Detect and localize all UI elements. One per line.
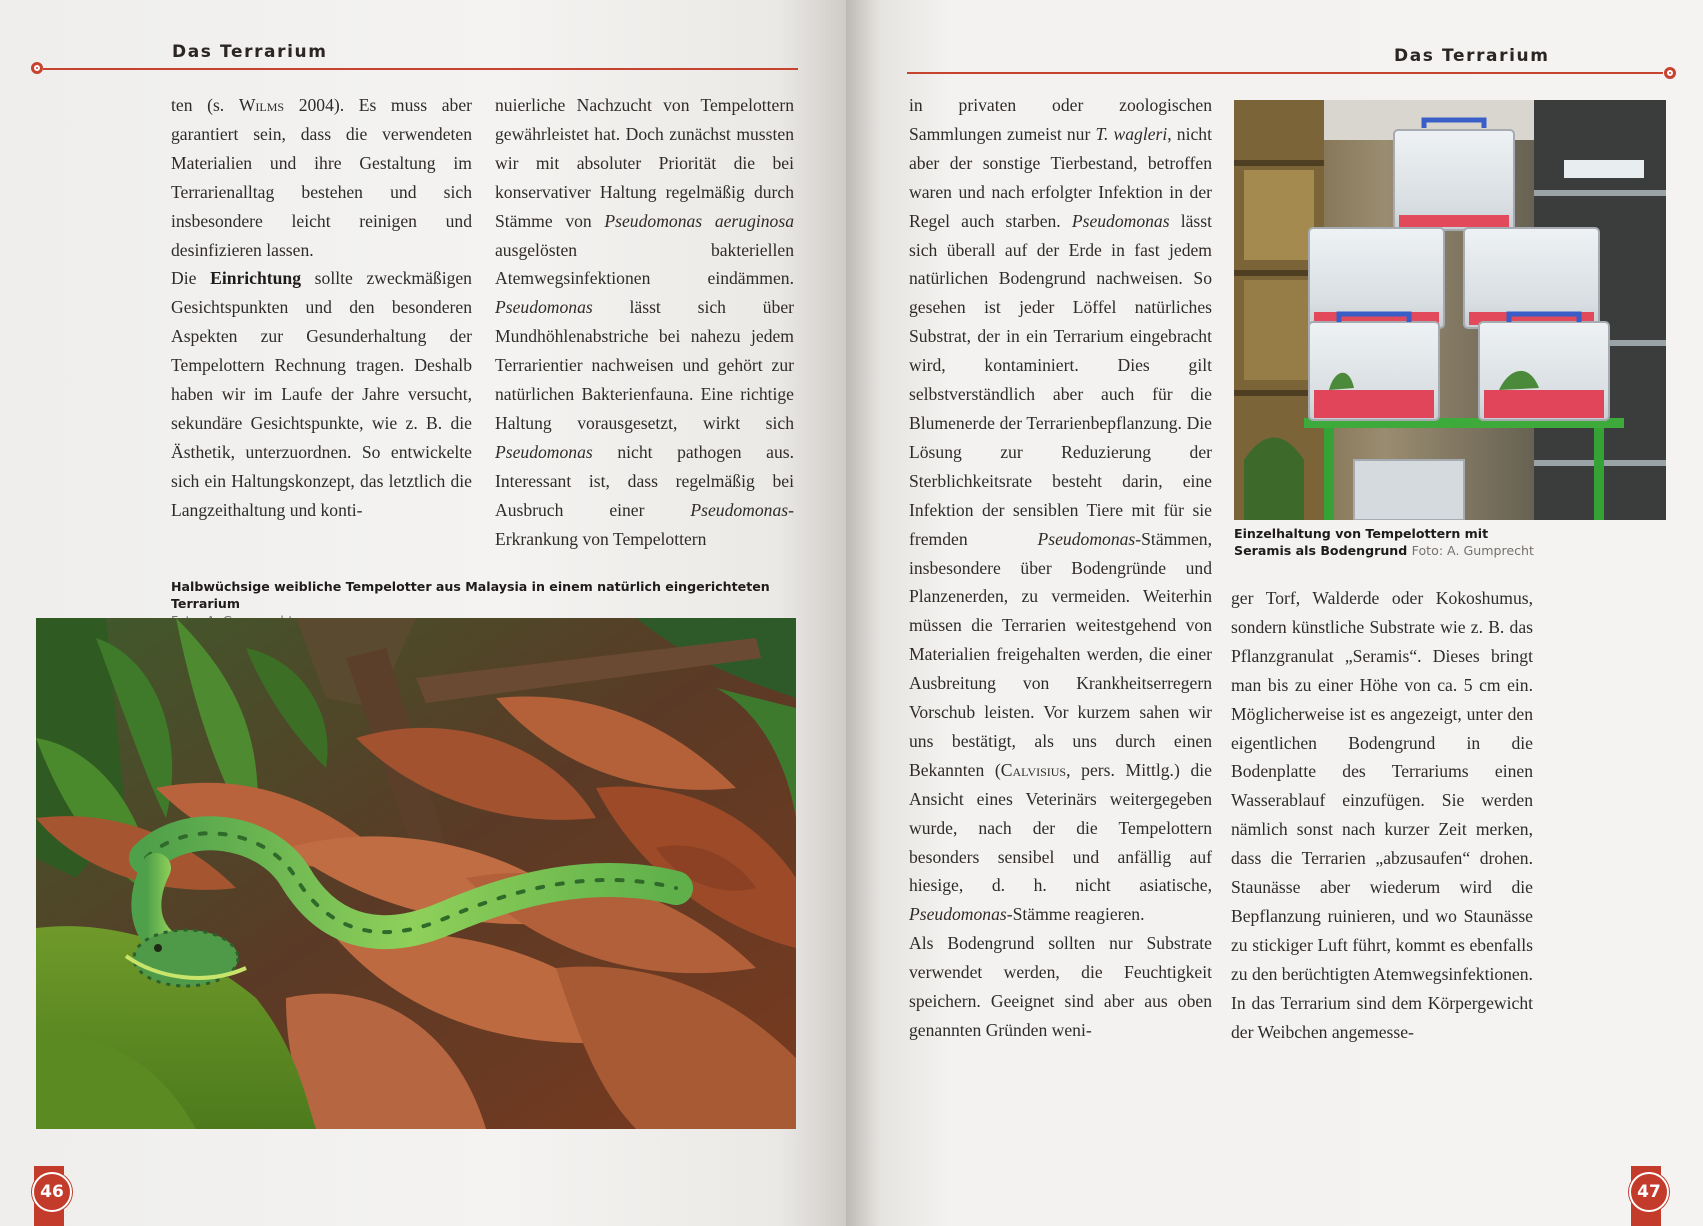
page-number-left: 46 (32, 1172, 72, 1212)
page-number-right: 47 (1629, 1172, 1669, 1212)
rule-end-ornament-right (1664, 67, 1676, 79)
header-rule-left (43, 68, 798, 70)
left-column-1 (171, 91, 472, 525)
photo-caption-boxes: Einzelhaltung von Tempelottern mit Seramis als Bodengrund Foto: A. Gumprecht (1234, 526, 1534, 558)
left-column-2 (495, 91, 794, 554)
paragraph: Die Einrichtung sollte zweckmäßigen Gesichtspunkten und den besonderen Aspekten zur Gesunderhaltung der Tempelottern Rechnung tragen. Deshalb haben wir im Laufe der Jahre versucht, sekundäre Gesichtspunkte, wie z. B. die Ästhetik, unterzuordnen. So entwickelte sich ein Haltungskonzept, das letztlich die Langzeithaltung und konti- (171, 268, 472, 520)
photo-terrarium-boxes (1234, 100, 1666, 520)
author-name-calvisius: Calvisius (1000, 759, 1067, 780)
author-name-wilms: Wilms (238, 95, 285, 115)
paragraph: ten (s. Wilms 2004). Es muss aber garantiert sein, dass die verwendeten Materialien und ihre Gestaltung im Terrarienalltag bestehen und sich insbesondere leicht reinigen und desinfizieren lassen. (171, 95, 472, 260)
paragraph: In das Terrarium sind dem Körpergewicht der Weibchen angemesse- (1231, 992, 1533, 1042)
paragraph: nuierliche Nachzucht von Tempelottern gewährleistet hat. Doch zunächst mussten wir mit absoluter Priorität die bei konservativer Haltung regelmäßig durch Stämme von Pseudomonas aeruginosa ausgelösten bakteriellen Atemwegsinfektionen eindämmen. Pseudomonas lässt sich über Mundhöhlenabstriche bei nahezu jedem Terrarientier nachweisen und gehört zur natürlichen Bakterienfauna. Eine richtige Haltung vorausgesetzt, wirkt sich Pseudomonas nicht pathogen aus. Interessant ist, dass regelmäßig bei Ausbruch einer Pseudomonas-Erkrankung von Tempelottern (495, 95, 794, 549)
photo-credit: Foto: A. Gumprecht (1411, 543, 1534, 558)
header-rule-right (907, 72, 1663, 74)
right-column-2 (1231, 584, 1533, 1047)
photo-tempelotter-terrarium (36, 618, 796, 1129)
running-head-left: Das Terrarium (172, 42, 328, 62)
running-head-right: Das Terrarium (1394, 46, 1550, 66)
paragraph: Als Bodengrund sollten nur Substrate verwendet werden, die Feuchtigkeit speichern. Geeignet sind aber aus oben genannten Gründen weni- (909, 933, 1212, 1040)
paragraph: ger Torf, Walderde oder Kokoshumus, sondern künstliche Substrate wie z. B. das Pflanzgranulat „Seramis“. Dieses bringt man bis zu einer Höhe von ca. 5 cm ein. Möglicherweise ist es angezeigt, unter den eigentlichen Bodengrund in die Bodenplatte des Terrariums einen Wasserablauf einzufügen. Sie werden nämlich sonst nach kurzer Zeit merken, dass die Terrarien „abzusaufen“ drohen. Staunässe aber wiederum wird die Bepflanzung ruinieren, und wo Staunässe zu stickiger Luft führt, kommt es ebenfalls zu den berüchtigten Atemwegsinfektionen. (1231, 588, 1533, 984)
right-page (846, 0, 1703, 1226)
photo-caption-snake: Halbwüchsige weibliche Tempelotter aus Malaysia in einem natürlich eingerichteten Terrarium (171, 578, 801, 629)
paragraph: in privaten oder zoologischen Sammlungen zumeist nur T. wagleri, nicht aber der sonstige Tierbestand, betroffen waren und nach erfolgter Infektion in der Regel auch starben. Pseudomonas lässt sich überall auf der Erde in fast jedem natürlichen Bodengrund nachweisen. So gesehen ist jeder Löffel natürliches Substrat, der in ein Terrarium eingebracht wird, kontaminiert. Dies gilt selbstverständlich aber auch für die Blumenerde der Terrarienbepflanzung. Die Lösung zur Reduzierung der Sterblichkeitsrate besteht darin, eine Infektion der sensiblen Tiere mit für sie fremden Pseudomonas-Stämmen, insbesondere über Bodengründe und Planzenerden, zu vermeiden. Weiterhin müssen die Terrarien weitestgehend von Materialien freigehalten werden, die einer Ausbreitung von Krankheitserregern Vorschub leisten. Vor kurzem sahen wir uns bestätigt, als uns durch einen Bekannten (Calvisius, pers. Mittlg.) die Ansicht eines Veterinärs weitergegeben wurde, nach der die Tempelottern besonders sensibel und anfällig auf hiesige, d. h. nicht asiatische, Pseudomonas-Stämme reagieren. (909, 95, 1212, 925)
right-column-1 (909, 91, 1212, 1045)
keyword-einrichtung: Einrichtung (210, 268, 302, 289)
rule-end-ornament-left (31, 62, 43, 74)
left-page (0, 0, 846, 1226)
